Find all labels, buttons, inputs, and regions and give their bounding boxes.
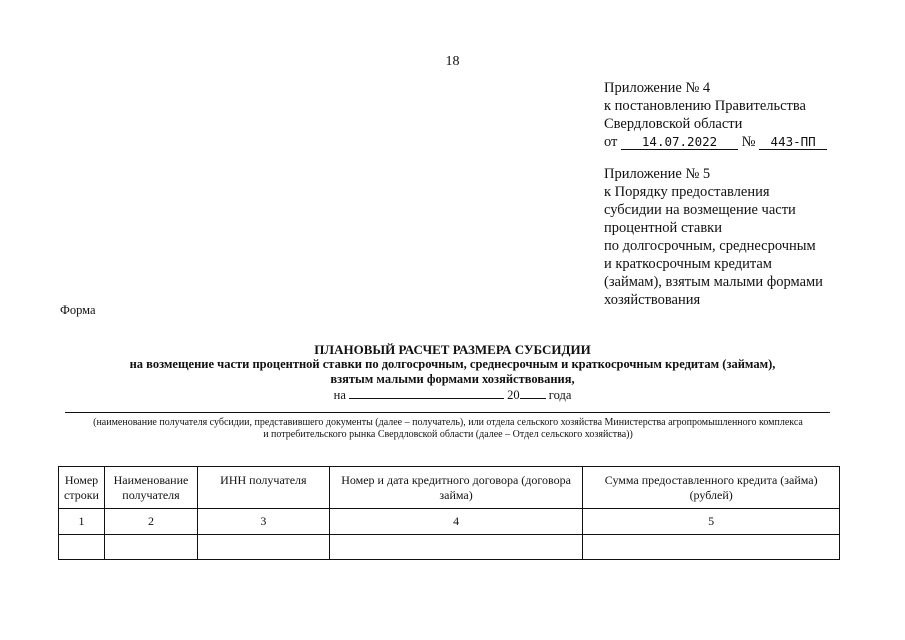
annex-5-line: (займам), взятым малыми формами	[604, 274, 823, 290]
period-blank-field[interactable]	[349, 386, 504, 399]
annex-4-line: Приложение № 4	[604, 80, 711, 96]
annex-5-line: хозяйствования	[604, 292, 701, 308]
period-prefix: на	[333, 388, 346, 402]
page-number: 18	[445, 54, 460, 69]
annex-5-line: по долгосрочным, среднесрочным	[604, 238, 816, 254]
table-cell[interactable]	[197, 535, 329, 560]
document-subtitle: взятым малыми формами хозяйствования,	[330, 372, 575, 386]
form-label: Форма	[60, 303, 96, 317]
year-blank-field[interactable]	[520, 386, 546, 399]
column-number: 5	[583, 509, 840, 535]
column-number: 4	[329, 509, 583, 535]
period-suffix: года	[548, 388, 572, 402]
annex-5-line: Приложение № 5	[604, 166, 711, 182]
column-header: Номер и дата кредитного договора (договора займа)	[329, 467, 583, 509]
column-number-row	[59, 509, 840, 535]
annex-4-date-line	[604, 133, 827, 151]
date-value: 14.07.2022	[621, 135, 738, 150]
table-cell[interactable]	[583, 535, 840, 560]
column-header: Наименование получателя	[104, 467, 197, 509]
period-line	[0, 386, 905, 403]
subsidy-table	[58, 466, 840, 560]
document-subtitle: на возмещение части процентной ставки по долгосрочным, среднесрочным и краткосрочным кредитам (займам),	[129, 357, 776, 371]
column-number: 1	[59, 509, 105, 535]
recipient-note	[62, 417, 834, 441]
number-prefix: №	[741, 134, 756, 150]
number-value: 443-ПП	[759, 135, 827, 150]
recipient-name-line[interactable]	[65, 412, 830, 413]
annex-4-block	[604, 79, 827, 151]
column-number: 2	[104, 509, 197, 535]
table-cell[interactable]	[59, 535, 105, 560]
annex-5-line: к Порядку предоставления	[604, 184, 770, 200]
column-number: 3	[197, 509, 329, 535]
column-header: ИНН получателя	[197, 467, 329, 509]
annex-4-line: Свердловской области	[604, 116, 743, 132]
annex-5-block	[604, 165, 823, 309]
document-title: ПЛАНОВЫЙ РАСЧЕТ РАЗМЕРА СУБСИДИИ	[314, 342, 591, 357]
table-cell[interactable]	[104, 535, 197, 560]
annex-5-line: и краткосрочным кредитам	[604, 256, 772, 272]
column-header: Сумма предоставленного кредита (займа) (рублей)	[583, 467, 840, 509]
annex-4-line: к постановлению Правительства	[604, 98, 806, 114]
column-header: Номер строки	[59, 467, 105, 509]
annex-5-line: субсидии на возмещение части	[604, 202, 796, 218]
annex-5-line: процентной ставки	[604, 220, 722, 236]
recipient-note-line: (наименование получателя субсидии, представившего документы (далее – получатель), или отдела сельского хозяйства Министерства агропромышленного комплекса	[93, 417, 803, 428]
table-header-row	[59, 467, 840, 509]
date-prefix: от	[604, 134, 618, 150]
table-cell[interactable]	[329, 535, 583, 560]
period-year-prefix: 20	[507, 388, 520, 402]
table-row	[59, 535, 840, 560]
recipient-note-line: и потребительского рынка Свердловской области (далее – Отдел сельского хозяйства))	[263, 429, 633, 440]
